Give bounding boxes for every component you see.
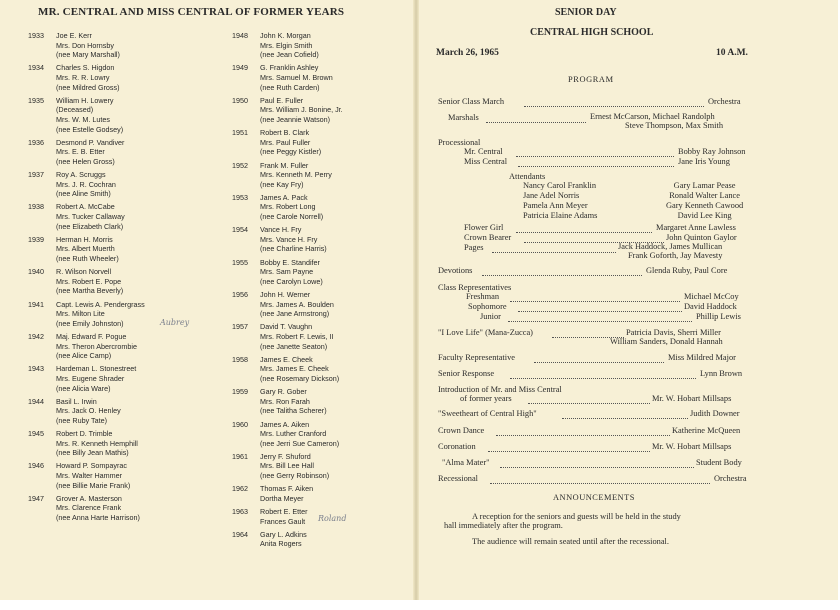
sophomore-name: David Haddock <box>684 302 737 311</box>
former-year-entry <box>28 235 203 264</box>
former-year-entry <box>28 332 203 361</box>
former-year: 1934 <box>28 63 44 73</box>
former-years-title: MR. CENTRAL AND MISS CENTRAL OF FORMER YEARS <box>38 6 345 18</box>
junior-name: Phillip Lewis <box>696 312 741 321</box>
announcement-seating: The audience will remain seated until after the recessional. <box>472 537 669 546</box>
item-coronation: Coronation <box>438 442 476 451</box>
former-year: 1950 <box>232 95 248 105</box>
attendants-label: Attendants <box>509 172 546 181</box>
former-year-name-line: Herman H. Morris <box>56 234 113 244</box>
former-year-name-line: R. Wilson Norvell <box>56 267 112 277</box>
former-year-name-line: (nee Estelle Godsey) <box>56 124 124 134</box>
former-year: 1938 <box>28 202 44 212</box>
program-page <box>420 0 838 600</box>
former-year: 1941 <box>28 299 44 309</box>
former-year-name-line: (nee Jerri Sue Cameron) <box>260 438 340 448</box>
former-year-entry <box>28 138 203 167</box>
former-year-name-line: Capt. Lewis A. Pendergrass <box>56 299 145 309</box>
former-year-name-line: (nee Helen Gross) <box>56 156 115 166</box>
former-year-names <box>56 63 203 92</box>
former-year-names <box>260 387 407 416</box>
former-year-names <box>260 530 407 549</box>
former-year-name-line: (nee Anna Harte Harrison) <box>56 513 140 523</box>
item-crown-dance: Crown Dance <box>438 426 485 435</box>
former-year-names <box>260 225 407 254</box>
former-year: 1939 <box>28 234 44 244</box>
former-years-page <box>0 0 412 600</box>
former-year-name-line: Mrs. Eugene Shrader <box>56 373 125 383</box>
former-year-name-line: (nee Ruth Wheeler) <box>56 254 119 264</box>
attendant-name: Pamela Ann Meyer <box>523 201 588 210</box>
former-year-entry <box>232 420 407 449</box>
attendants-right-list <box>666 181 743 221</box>
former-year-entry <box>28 397 203 426</box>
love-life-names-line2: William Sanders, Donald Hannah <box>610 337 723 346</box>
introduction-name: Mr. W. Hobart Millsaps <box>652 394 732 403</box>
former-year-entry <box>232 63 407 92</box>
attendant-name: David Lee King <box>677 211 732 220</box>
item-recessional: Recessional <box>438 474 479 483</box>
former-year-name-line: Mrs. Bill Lee Hall <box>260 461 314 471</box>
former-year-name-line: Maj. Edward F. Pogue <box>56 331 127 341</box>
former-year-name-line: Mrs. Jack O. Henley <box>56 406 121 416</box>
attendant-name: Ronald Walter Lance <box>669 191 740 200</box>
program-time: 10 A.M. <box>716 48 748 58</box>
leader-dots <box>500 467 694 468</box>
former-year-entry <box>28 63 203 92</box>
former-year: 1943 <box>28 364 44 374</box>
former-year-entry <box>28 429 203 458</box>
leader-dots <box>518 166 674 167</box>
former-year-name-line: (nee Talitha Scherer) <box>260 406 327 416</box>
leader-dots <box>534 362 664 363</box>
former-year-name-line: Mrs. Don Hornsby <box>56 40 114 50</box>
former-year-name-line: (nee Rosemary Dickson) <box>260 373 340 383</box>
former-year-entry <box>232 258 407 287</box>
former-year: 1961 <box>232 451 248 461</box>
former-year-name-line: (nee Elizabeth Clark) <box>56 221 124 231</box>
former-year-name-line: Mrs. R. R. Lowry <box>56 72 110 82</box>
former-year-names <box>260 290 407 319</box>
attendant-name: Patricia Elaine Adams <box>523 211 598 220</box>
former-year-name-line: Mrs. Luther Cranford <box>260 429 327 439</box>
former-year-name-line: Mrs. James A. Boulden <box>260 299 334 309</box>
former-year-entry <box>232 290 407 319</box>
former-year: 1945 <box>28 429 44 439</box>
item-freshman: Freshman <box>466 292 500 301</box>
former-year-name-line: Robert A. McCabe <box>56 202 115 212</box>
former-year-entry <box>28 96 203 134</box>
former-year-name-line: (nee Alicia Ware) <box>56 383 111 393</box>
former-year-names <box>56 31 203 60</box>
former-years-column-2 <box>232 31 407 553</box>
item-senior-march-performer: Orchestra <box>708 97 741 106</box>
former-year: 1957 <box>232 322 248 332</box>
former-year-entry <box>232 128 407 157</box>
item-crown-bearer: Crown Bearer <box>464 233 512 242</box>
former-year-name-line: Frances Gault <box>260 516 306 526</box>
devotions-names: Glenda Ruby, Paul Core <box>646 266 728 275</box>
heading-school: CENTRAL HIGH SCHOOL <box>530 27 654 38</box>
former-year-entry <box>232 452 407 481</box>
former-year-entry <box>232 355 407 384</box>
item-i-love-life: "I Love Life" (Mana-Zucca) <box>438 328 533 337</box>
former-year-name-line: Robert E. Etter <box>260 507 308 517</box>
former-year: 1959 <box>232 387 248 397</box>
former-year-name-line: (nee Kay Fry) <box>260 179 304 189</box>
former-year-names <box>260 484 407 503</box>
former-year-name-line: Mrs. W. M. Lutes <box>56 114 110 124</box>
former-year-names <box>56 461 203 490</box>
former-year-entry <box>232 193 407 222</box>
former-year-name-line: Mrs. Sam Payne <box>260 267 314 277</box>
former-year: 1940 <box>28 267 44 277</box>
attendant-name: Gary Kenneth Cawood <box>666 201 744 210</box>
alma-mater-performer: Student Body <box>696 458 742 467</box>
former-year-name-line: Mrs. Tucker Callaway <box>56 212 125 222</box>
former-year-names <box>56 332 203 361</box>
former-year-name-line: Mrs. Milton Lite <box>56 309 105 319</box>
former-year-name-line: Mrs. William J. Bonine, Jr. <box>260 105 343 115</box>
former-year-names <box>260 420 407 449</box>
former-year-names <box>260 161 407 190</box>
announcement-reception-line2: hall immediately after the program. <box>444 521 563 530</box>
former-year-name-line: (nee Ruby Tate) <box>56 415 108 425</box>
item-junior: Junior <box>480 312 501 321</box>
former-year-names <box>56 364 203 393</box>
former-year-entry <box>232 484 407 503</box>
former-year-name-line: Mrs. Kenneth M. Perry <box>260 170 332 180</box>
former-year: 1960 <box>232 419 248 429</box>
former-year: 1964 <box>232 529 248 539</box>
former-year: 1962 <box>232 484 248 494</box>
item-senior-response: Senior Response <box>438 369 495 378</box>
item-miss-central: Miss Central <box>464 157 508 166</box>
former-year-name-line: Mrs. R. Kenneth Hemphill <box>56 438 138 448</box>
program-date: March 26, 1965 <box>436 48 499 58</box>
former-year-entry <box>232 225 407 254</box>
former-year-name-line: Mrs. Samuel M. Brown <box>260 72 333 82</box>
item-senior-march: Senior Class March <box>438 97 505 106</box>
former-year-name-line: (nee Emily Johnston) <box>56 318 124 328</box>
item-alma-mater: "Alma Mater" <box>442 458 490 467</box>
marshals-names-line1: Ernest McCarson, Michael Randolph <box>590 112 715 121</box>
former-year-name-line: (nee Alice Camp) <box>56 351 112 361</box>
former-year-names <box>56 138 203 167</box>
former-year-name-line: Mrs. J. R. Cochran <box>56 179 116 189</box>
former-year-name-line: (nee Gerry Robinson) <box>260 471 330 481</box>
former-year-names <box>260 452 407 481</box>
former-year-name-line: James A. Aiken <box>260 419 310 429</box>
freshman-name: Michael McCoy <box>684 292 739 301</box>
former-year: 1951 <box>232 128 248 138</box>
sweetheart-name: Judith Downer <box>690 409 740 418</box>
pages-names-line1: Jack Haddock, James Mullican <box>618 242 723 251</box>
former-year-name-line: Mrs. Paul Fuller <box>260 137 311 147</box>
former-year-names <box>260 193 407 222</box>
flower-girl-name: Margaret Anne Lawless <box>656 223 736 232</box>
leader-dots <box>516 232 652 233</box>
former-year: 1944 <box>28 396 44 406</box>
former-year-names <box>260 258 407 287</box>
former-year-names <box>56 397 203 426</box>
former-year: 1946 <box>28 461 44 471</box>
former-year-names <box>56 96 203 134</box>
former-year-name-line: (nee Carole Norrell) <box>260 212 324 222</box>
former-year-name-line: James E. Cheek <box>260 354 313 364</box>
attendant-name: Jane Adel Norris <box>523 191 580 200</box>
former-year-entry <box>28 170 203 199</box>
former-year: 1933 <box>28 31 44 40</box>
former-year-name-line: Bobby E. Standifer <box>260 257 320 267</box>
item-processional: Processional <box>438 138 481 147</box>
former-year-name-line: (nee Mary Marshall) <box>56 50 120 60</box>
leader-dots <box>496 435 670 436</box>
former-year-names <box>260 355 407 384</box>
former-year-name-line: Charles S. Higdon <box>56 63 115 73</box>
attendant-name: Nancy Carol Franklin <box>523 181 597 190</box>
leader-dots <box>524 106 704 107</box>
former-year: 1955 <box>232 257 248 267</box>
former-year-entry <box>28 461 203 490</box>
crown-dance-name: Katherine McQueen <box>672 426 741 435</box>
announcement-reception-line1: A reception for the seniors and guests will be held in the study <box>472 512 681 521</box>
former-year-name-line: John H. Werner <box>260 290 311 299</box>
former-year-name-line: Basil L. Irwin <box>56 396 97 406</box>
former-year: 1936 <box>28 137 44 147</box>
former-year-name-line: James A. Pack <box>260 192 308 202</box>
former-year-name-line: (nee Charline Harris) <box>260 244 327 254</box>
former-year-entry <box>232 530 407 549</box>
crown-bearer-name: John Quinton Gaylor <box>666 233 737 242</box>
attendants-left-list <box>523 181 597 221</box>
former-year: 1958 <box>232 354 248 364</box>
heading-senior-day: SENIOR DAY <box>555 7 617 18</box>
former-year: 1963 <box>232 507 248 517</box>
leader-dots <box>490 483 710 484</box>
leader-dots <box>510 378 696 379</box>
former-year-name-line: Mrs. Vance H. Fry <box>260 234 318 244</box>
former-year-names <box>260 322 407 351</box>
former-year-entry <box>232 387 407 416</box>
item-sweetheart: "Sweetheart of Central High" <box>438 409 537 418</box>
former-year-name-line: Frank M. Fuller <box>260 160 309 170</box>
leader-dots <box>518 311 682 312</box>
former-year: 1937 <box>28 170 44 180</box>
former-year-name-line: Mrs. Elgin Smith <box>260 40 313 50</box>
item-class-representatives: Class Representatives <box>438 283 512 292</box>
leader-dots <box>492 252 616 253</box>
former-year-names <box>260 96 407 125</box>
former-year-entry <box>28 494 203 523</box>
leader-dots <box>482 275 642 276</box>
item-pages: Pages <box>464 243 484 252</box>
miss-central-name: Jane Iris Young <box>678 157 730 166</box>
former-year-entry <box>28 364 203 393</box>
former-year-name-line: (Deceased) <box>56 105 94 115</box>
leader-dots <box>528 403 650 404</box>
former-year-name-line: Mrs. Robert Long <box>260 202 316 212</box>
item-flower-girl: Flower Girl <box>464 223 504 232</box>
former-year: 1947 <box>28 493 44 503</box>
former-year-name-line: Roy A. Scruggs <box>56 170 106 180</box>
former-year: 1952 <box>232 160 248 170</box>
pages-names-line2: Frank Goforth, Jay Mavesty <box>628 251 723 260</box>
item-marshals: Marshals <box>448 113 479 122</box>
former-year-name-line: Hardeman L. Stonestreet <box>56 364 137 374</box>
former-year: 1949 <box>232 63 248 73</box>
former-year-entry <box>28 267 203 296</box>
announcements-title: ANNOUNCEMENTS <box>553 493 635 502</box>
former-year-name-line: David T. Vaughn <box>260 322 313 332</box>
former-year-entry <box>232 96 407 125</box>
former-year-name-line: Mrs. James E. Cheek <box>260 364 329 374</box>
attendant-name: Gary Lamar Pease <box>673 181 736 190</box>
former-year-name-line: (nee Billie Marie Frank) <box>56 480 131 490</box>
leader-dots <box>508 321 692 322</box>
mr-central-name: Bobby Ray Johnson <box>678 147 746 156</box>
program-title: PROGRAM <box>568 75 614 84</box>
former-year-name-line: (nee Jane Armstrong) <box>260 309 330 319</box>
recessional-performer: Orchestra <box>714 474 747 483</box>
senior-response-name: Lynn Brown <box>700 369 743 378</box>
former-year-name-line: (nee Aline Smith) <box>56 189 111 199</box>
former-year-name-line: (nee Carolyn Lowe) <box>260 276 323 286</box>
former-year-name-line: (nee Jean Cofield) <box>260 50 319 60</box>
former-year-name-line: John K. Morgan <box>260 31 311 40</box>
former-year-name-line: Dortha Meyer <box>260 493 304 503</box>
former-year: 1956 <box>232 290 248 299</box>
former-year-name-line: Jerry F. Shuford <box>260 451 311 461</box>
former-years-column-1 <box>28 31 203 526</box>
former-year-name-line: Robert D. Trimble <box>56 429 113 439</box>
former-year-name-line: Thomas F. Aiken <box>260 484 314 494</box>
former-year: 1953 <box>232 192 248 202</box>
leader-dots <box>510 301 680 302</box>
former-year-name-line: Paul E. Fuller <box>260 95 304 105</box>
handwritten-note-aubrey: Aubrey <box>160 318 190 327</box>
item-sophomore: Sophomore <box>468 302 507 311</box>
item-faculty-representative: Faculty Representative <box>438 353 515 362</box>
former-year: 1954 <box>232 225 248 235</box>
former-year-name-line: (nee Jeannie Watson) <box>260 114 331 124</box>
former-year-name-line: (nee Peggy Kistler) <box>260 147 322 157</box>
item-introduction-line1: Introduction of Mr. and Miss Central <box>438 385 562 394</box>
marshals-names-line2: Steve Thompson, Max Smith <box>625 121 724 130</box>
former-year-entry <box>232 322 407 351</box>
love-life-names-line1: Patricia Davis, Sherri Miller <box>626 328 721 337</box>
former-year-name-line: Howard P. Sompayrac <box>56 461 127 471</box>
former-year-entry <box>232 161 407 190</box>
former-year-name-line: Mrs. Robert E. Pope <box>56 276 122 286</box>
former-year-name-line: Robert B. Clark <box>260 128 310 138</box>
handwritten-note-roland: Roland <box>318 514 347 523</box>
coronation-name: Mr. W. Hobart Millsaps <box>652 442 732 451</box>
former-year-names <box>56 202 203 231</box>
former-year-name-line: (nee Janette Seaton) <box>260 341 328 351</box>
former-year-name-line: Gary R. Gober <box>260 387 307 397</box>
leader-dots <box>516 156 674 157</box>
former-year-name-line: Mrs. E. B. Etter <box>56 147 105 157</box>
item-introduction-line2: of former years <box>460 394 512 403</box>
item-mr-central: Mr. Central <box>464 147 503 156</box>
former-year-names <box>56 494 203 523</box>
former-year-name-line: Mrs. Robert F. Lewis, II <box>260 331 334 341</box>
leader-dots <box>486 122 586 123</box>
former-year: 1942 <box>28 331 44 341</box>
former-year-names <box>260 31 407 60</box>
faculty-representative-name: Miss Mildred Major <box>668 353 736 362</box>
former-year-name-line: Anita Rogers <box>260 539 302 549</box>
former-year-names <box>56 267 203 296</box>
page-crease <box>413 0 419 600</box>
former-year-name-line: Mrs. Albert Muerth <box>56 244 115 254</box>
former-year-name-line: Gary L. Adkins <box>260 529 307 539</box>
former-year-name-line: Mrs. Theron Abercrombie <box>56 341 137 351</box>
former-year-entry <box>232 31 407 60</box>
former-year-name-line: Desmond P. Vandiver <box>56 137 125 147</box>
former-year-entry <box>28 31 203 60</box>
former-year-name-line: William H. Lowery <box>56 95 114 105</box>
former-year: 1935 <box>28 95 44 105</box>
item-devotions: Devotions <box>438 266 473 275</box>
former-year-name-line: (nee Martha Beverly) <box>56 286 124 296</box>
former-year: 1948 <box>232 31 248 40</box>
former-year-name-line: Grover A. Masterson <box>56 493 122 503</box>
former-year-name-line: Mrs. Ron Farah <box>260 396 310 406</box>
former-year-name-line: Mrs. Clarence Frank <box>56 503 122 513</box>
former-year-names <box>260 128 407 157</box>
former-year-name-line: Vance H. Fry <box>260 225 302 235</box>
former-year-names <box>56 235 203 264</box>
former-year-name-line: Mrs. Walter Hammer <box>56 471 123 481</box>
leader-dots <box>562 418 688 419</box>
former-year-names <box>260 63 407 92</box>
former-year-entry <box>28 202 203 231</box>
former-year-name-line: Joe E. Kerr <box>56 31 92 40</box>
former-year-names <box>56 429 203 458</box>
former-year-name-line: (nee Mildred Gross) <box>56 82 120 92</box>
former-year-names <box>56 170 203 199</box>
former-year-name-line: G. Franklin Ashley <box>260 63 319 73</box>
leader-dots <box>488 451 650 452</box>
former-year-name-line: (nee Billy Jean Mathis) <box>56 448 129 458</box>
former-year-name-line: (nee Ruth Carden) <box>260 82 320 92</box>
